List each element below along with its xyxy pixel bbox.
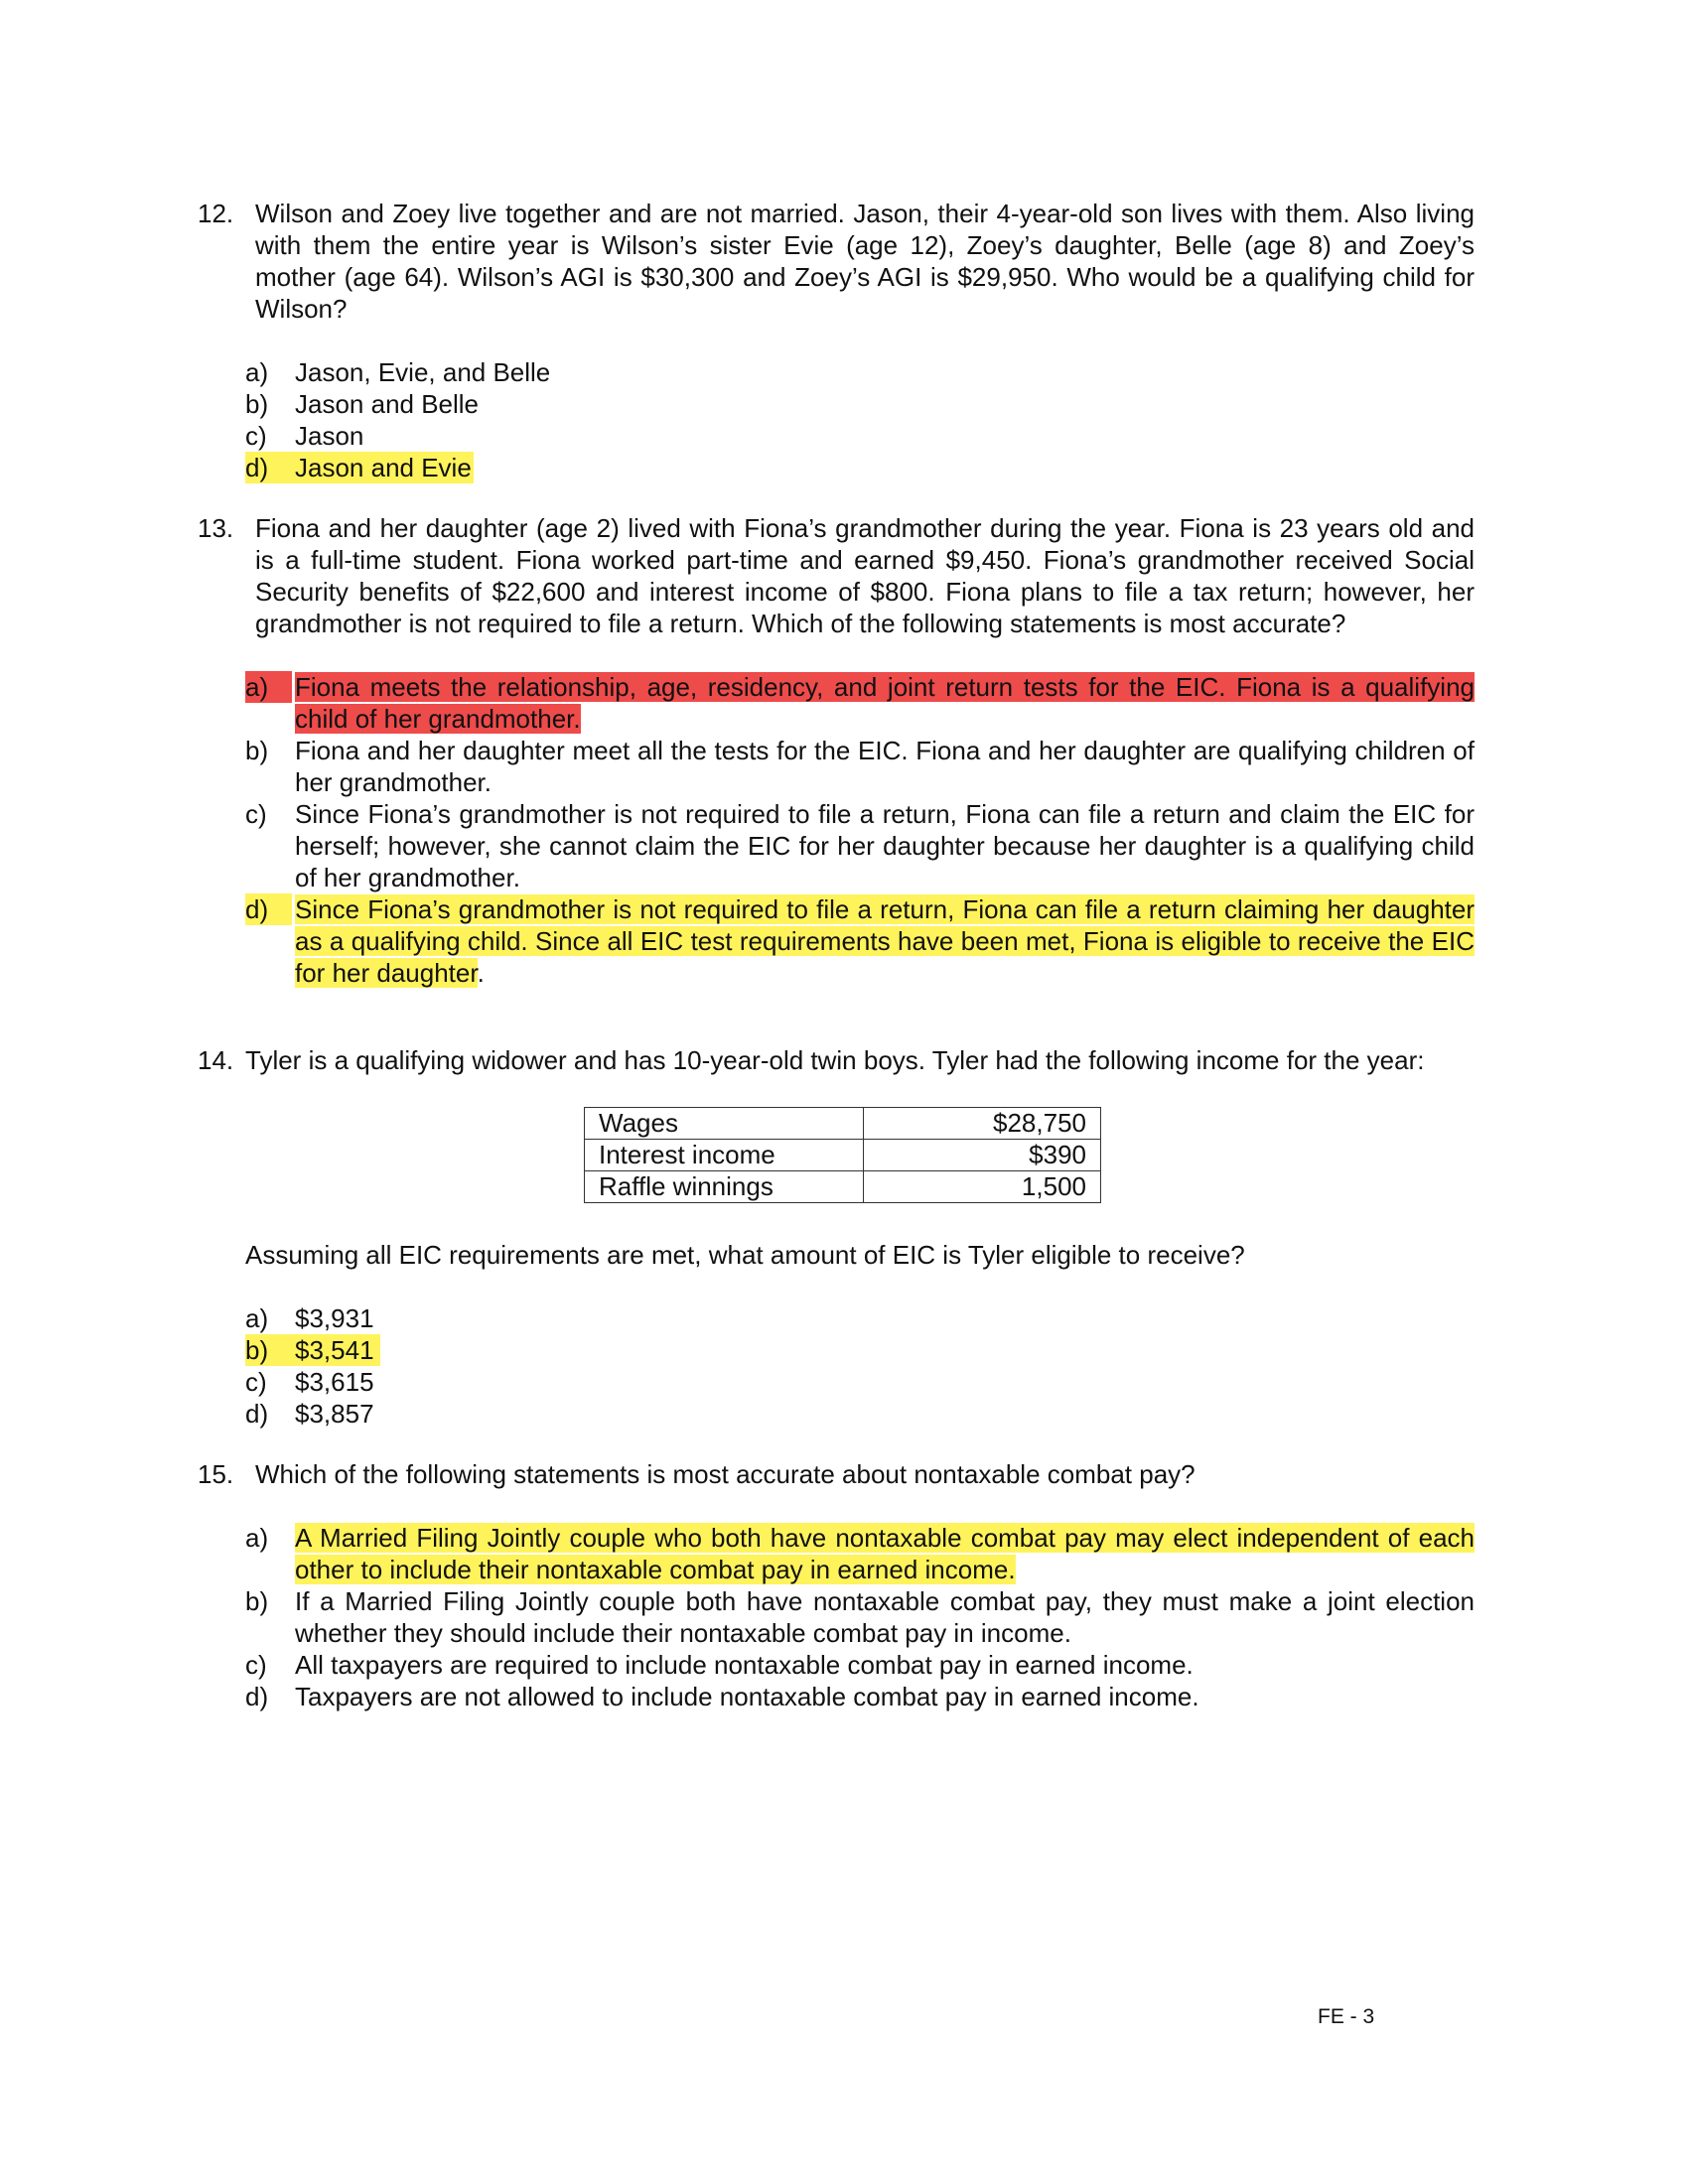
option-letter: d) <box>245 453 269 482</box>
question-14 <box>198 1044 1475 1076</box>
option-text: A Married Filing Jointly couple who both have nontaxable combat pay may elect independent of each other to include their nontaxable combat pay in earned income. <box>295 1523 1475 1584</box>
options-list <box>198 1522 1475 1712</box>
question-number: 15. <box>198 1459 234 1489</box>
question-15 <box>198 1458 1475 1712</box>
table-row <box>585 1108 1101 1140</box>
option-letter: d) <box>245 1399 269 1429</box>
question-stem <box>198 198 1475 325</box>
option-text: If a Married Filing Jointly couple both have nontaxable combat pay, they must make a joint election whether they should include their nontaxable combat pay in income. <box>295 1586 1475 1648</box>
question-text: Tyler is a qualifying widower and has 10-year-old twin boys. Tyler had the following income for the year: <box>245 1045 1425 1075</box>
income-value: $390 <box>864 1140 1101 1171</box>
option-letter: b) <box>245 736 269 765</box>
option-text: Jason and Belle <box>295 389 480 419</box>
question-13 <box>198 512 1475 989</box>
option-letter: c) <box>245 421 267 451</box>
option-a <box>245 1302 1475 1334</box>
option-text: $3,615 <box>295 1367 374 1397</box>
option-c <box>245 1649 1475 1681</box>
question-number: 14. <box>198 1045 234 1075</box>
option-c <box>245 1366 1475 1398</box>
option-letter: b) <box>245 1586 269 1616</box>
income-label: Raffle winnings <box>585 1171 864 1203</box>
option-d-highlighted <box>245 452 474 483</box>
question-prompt: Assuming all EIC requirements are met, what amount of EIC is Tyler eligible to receive? <box>245 1240 1245 1270</box>
option-text-trailing: . <box>477 958 485 988</box>
option-text: $3,541 <box>295 1335 374 1365</box>
option-d-highlighted <box>245 893 1475 989</box>
options-list <box>198 671 1475 989</box>
income-table <box>584 1107 1101 1203</box>
question-14-prompt-block <box>245 1239 1475 1430</box>
income-label: Interest income <box>585 1140 864 1171</box>
question-number: 12. <box>198 199 234 228</box>
option-c <box>245 420 1475 452</box>
option-text: Jason and Evie <box>295 453 472 482</box>
page-number: FE - 3 <box>1318 2005 1375 2028</box>
question-stem <box>198 1044 1475 1076</box>
options-list <box>198 356 1475 483</box>
option-letter: a) <box>245 1523 269 1553</box>
option-letter: a) <box>245 671 292 703</box>
option-b <box>245 388 1475 420</box>
option-a-highlighted <box>245 1522 1475 1585</box>
option-text: Jason <box>295 421 364 451</box>
option-c <box>245 798 1475 893</box>
option-letter: b) <box>245 1335 269 1365</box>
option-a <box>245 356 1475 388</box>
table-row <box>585 1140 1101 1171</box>
option-letter: c) <box>245 1650 267 1680</box>
option-b <box>245 735 1475 798</box>
option-text: Taxpayers are not allowed to include nontaxable combat pay in earned income. <box>295 1682 1199 1711</box>
table-row <box>585 1171 1101 1203</box>
income-value: $28,750 <box>864 1108 1101 1140</box>
option-text: All taxpayers are required to include nontaxable combat pay in earned income. <box>295 1650 1194 1680</box>
option-a-highlighted <box>245 671 1475 735</box>
option-letter: b) <box>245 389 269 419</box>
option-letter: d) <box>245 1682 269 1711</box>
question-text: Fiona and her daughter (age 2) lived with Fiona’s grandmother during the year. Fiona is 23 years old and is a full-time student. Fiona worked part-time and earned $9,450. Fiona’s grandmother received Social Security benefits of $22,600 and interest income of $800. Fiona plans to file a tax return; however, her grandmother is not required to file a return. Which of the following statements is most accurate? <box>255 513 1475 638</box>
options-list <box>245 1302 1475 1430</box>
option-b-highlighted <box>245 1334 380 1366</box>
question-text: Wilson and Zoey live together and are not married. Jason, their 4-year-old son lives with them. Also living with them the entire year is Wilson’s sister Evie (age 12), Zoey’s daughter, Belle (age 8) and Zoey’s mother (age 64). Wilson’s AGI is $30,300 and Zoey’s AGI is $29,950. Who would be a qualifying child for Wilson? <box>255 199 1475 324</box>
option-letter: a) <box>245 357 269 387</box>
option-d <box>245 1681 1475 1712</box>
option-text: Since Fiona’s grandmother is not required to file a return, Fiona can file a return claiming her daughter as a qualifying child. Since all EIC test requirements have been met, Fiona is eligible to receive the EIC for her daughter <box>295 894 1475 988</box>
option-text: $3,931 <box>295 1303 374 1333</box>
question-stem <box>198 1458 1475 1490</box>
option-b <box>245 1585 1475 1649</box>
question-stem <box>198 512 1475 639</box>
option-text: Fiona meets the relationship, age, residency, and joint return tests for the EIC. Fiona is a qualifying child of her grandmother. <box>295 672 1475 734</box>
option-text: Jason, Evie, and Belle <box>295 357 551 387</box>
option-text: Since Fiona’s grandmother is not required to file a return, Fiona can file a return and claim the EIC for herself; however, she cannot claim the EIC for her daughter because her daughter is a qualifying child of her grandmother. <box>295 799 1475 892</box>
question-text: Which of the following statements is most accurate about nontaxable combat pay? <box>255 1459 1196 1489</box>
option-letter: a) <box>245 1303 269 1333</box>
income-value: 1,500 <box>864 1171 1101 1203</box>
option-text: $3,857 <box>295 1399 374 1429</box>
option-letter: c) <box>245 1367 267 1397</box>
option-letter: c) <box>245 799 267 829</box>
option-letter: d) <box>245 893 292 925</box>
option-d <box>245 1398 1475 1430</box>
question-12 <box>198 198 1475 483</box>
question-number: 13. <box>198 513 234 543</box>
income-label: Wages <box>585 1108 864 1140</box>
option-text: Fiona and her daughter meet all the tests for the EIC. Fiona and her daughter are qualifying children of her grandmother. <box>295 736 1475 797</box>
